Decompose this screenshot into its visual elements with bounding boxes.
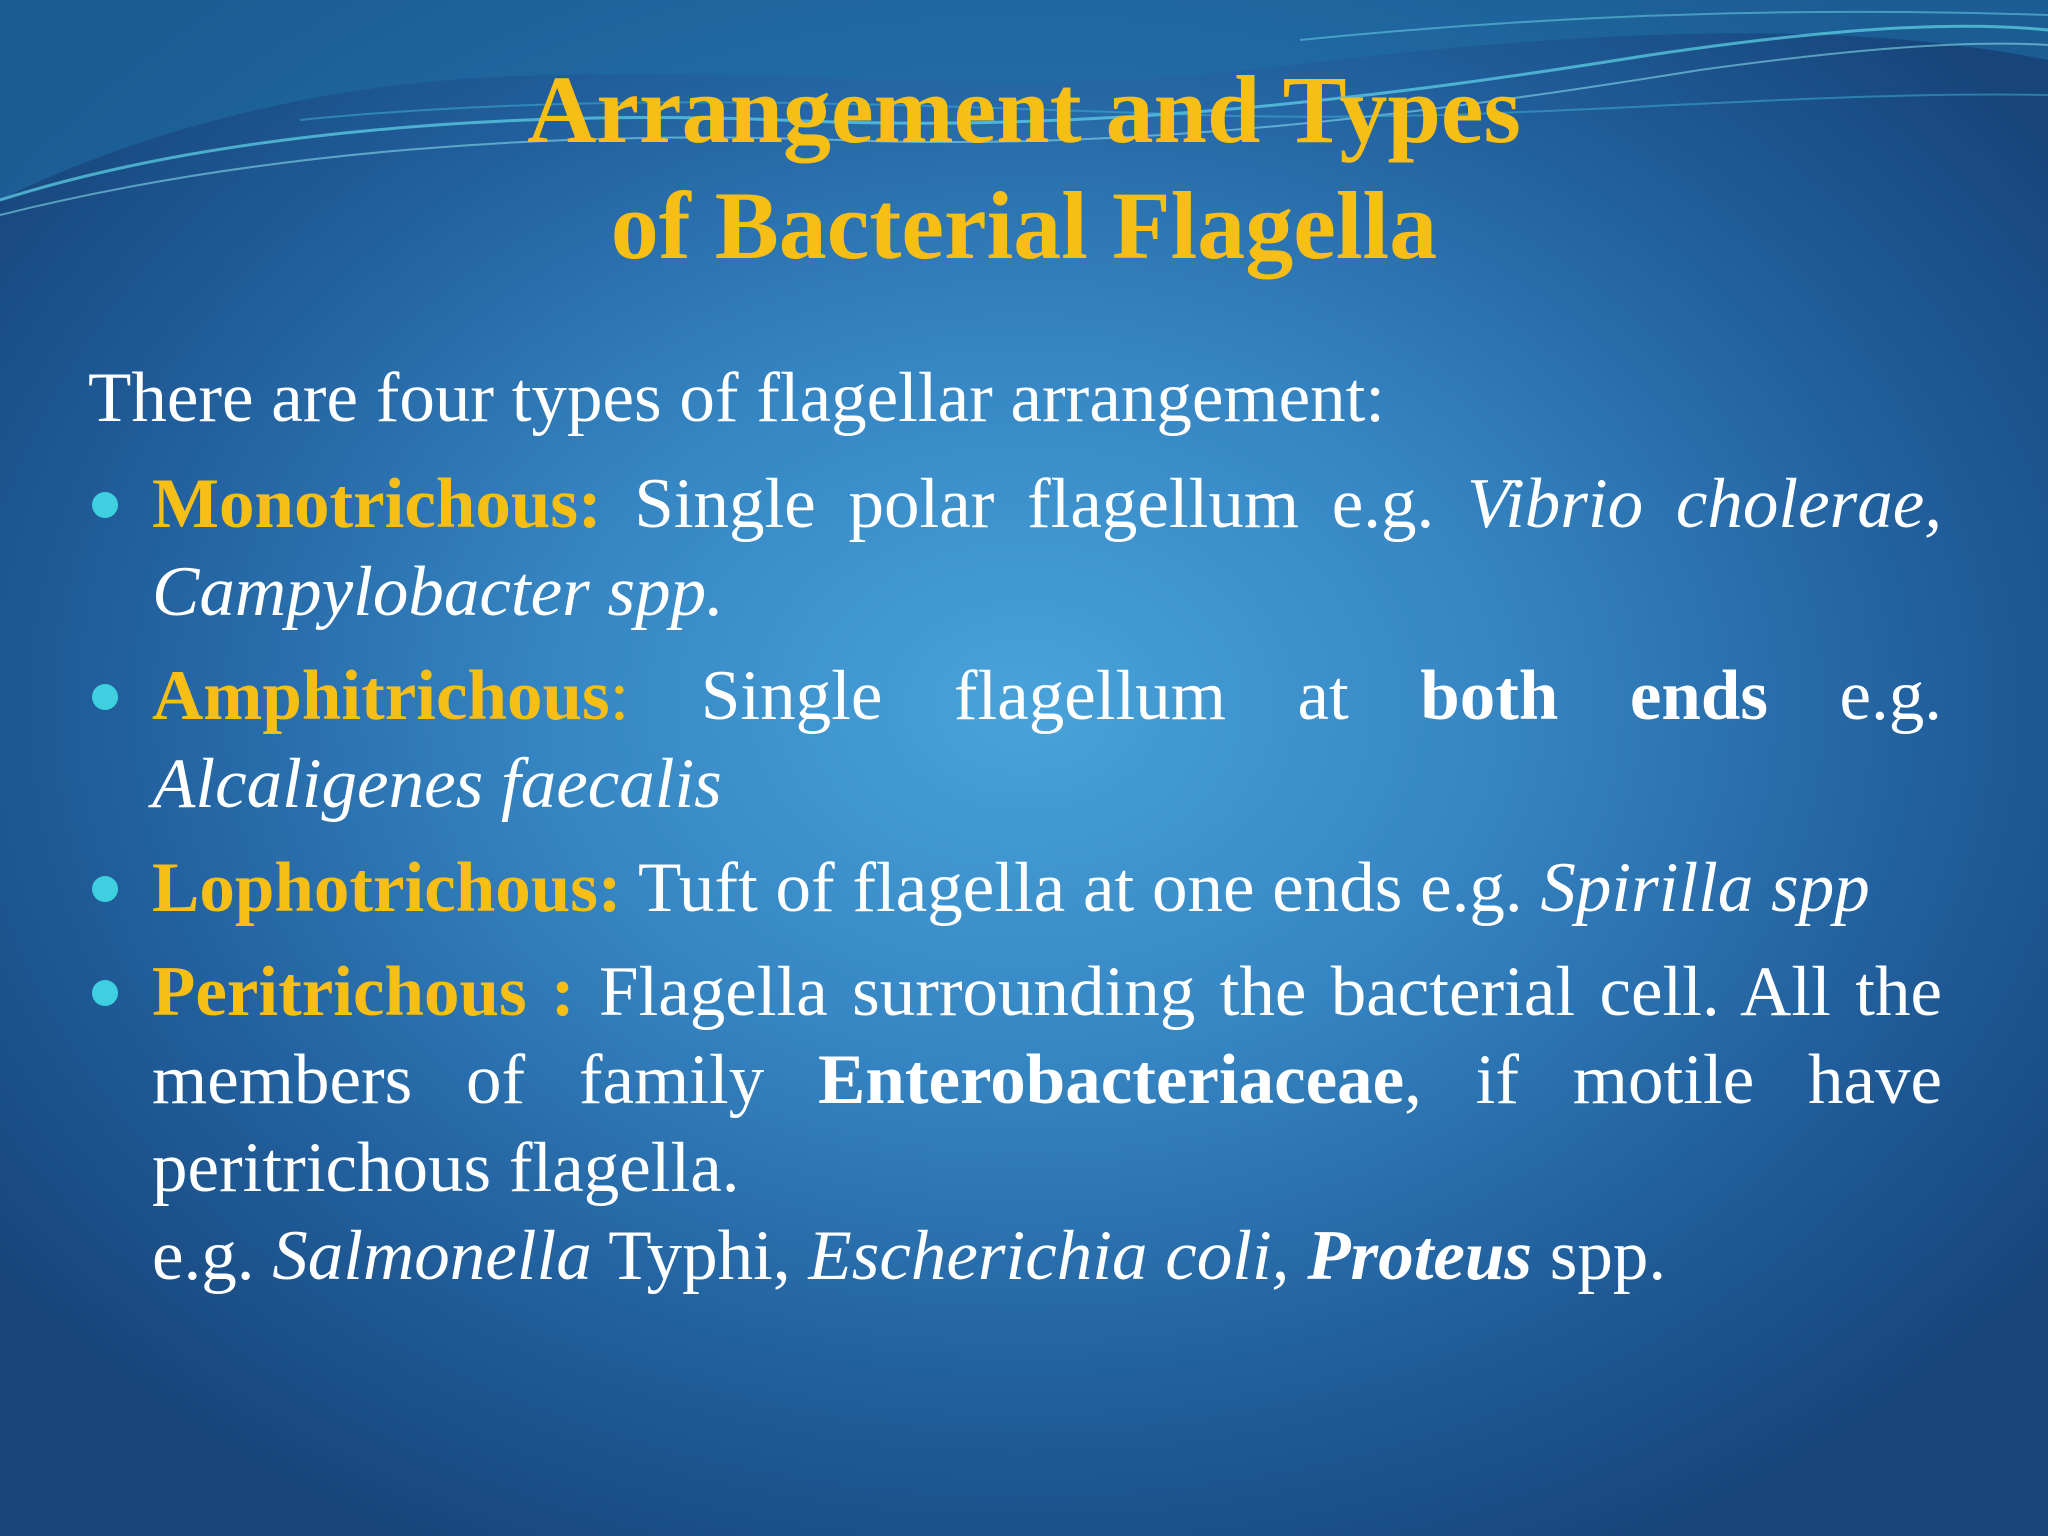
intro-text: There are four types of flagellar arrangement:: [88, 359, 1386, 437]
term-lophotrichous: Lophotrichous:: [152, 849, 622, 927]
desc-monotrichous: Single polar flagellum e.g.: [601, 465, 1467, 543]
example-amphitrichous: Alcaligenes faecalis: [152, 745, 722, 823]
desc2-peritrichous: , if motile have peritrichous flagella.: [152, 1041, 1942, 1207]
list-item-monotrichous: [88, 460, 1942, 636]
emph-enterobacteriaceae: Enterobacteriaceae: [818, 1041, 1405, 1119]
desc2-amphitrichous: e.g.: [1767, 657, 1943, 735]
flagella-types-list: [88, 460, 1942, 1300]
term-amphitrichous-colon: :: [609, 657, 630, 735]
example-salmonella: Salmonella: [272, 1217, 592, 1295]
term-peritrichous: Peritrichous :: [152, 953, 575, 1031]
desc-amphitrichous: Single flagellum at: [629, 657, 1421, 735]
circle-bullet-icon: [92, 876, 118, 902]
slide-body: [88, 352, 1942, 1300]
text-spp: spp.: [1532, 1217, 1667, 1295]
slide-title: [0, 52, 2048, 284]
example-lophotrichous: Spirilla spp: [1540, 849, 1870, 927]
list-item-peritrichous: [88, 948, 1942, 1300]
circle-bullet-icon: [92, 684, 118, 710]
desc-peritrichous: Flagella surrounding the bacterial cell. All the members of family: [152, 953, 1942, 1119]
example-proteus: Proteus: [1307, 1217, 1533, 1295]
circle-bullet-icon: [92, 492, 118, 518]
slide-title-line1: Arrangement and Types: [527, 56, 1521, 163]
example-escherichia: Escherichia coli,: [808, 1217, 1308, 1295]
desc-lophotrichous: Tuft of flagella at one ends e.g.: [621, 849, 1541, 927]
slide-title-line2: of Bacterial Flagella: [610, 172, 1438, 279]
emph-both-ends: both ends: [1420, 657, 1768, 735]
term-monotrichous: Monotrichous:: [152, 465, 602, 543]
list-item-lophotrichous: [88, 844, 1942, 932]
text-typhi: Typhi,: [591, 1217, 809, 1295]
circle-bullet-icon: [92, 980, 118, 1006]
example-monotrichous: Vibrio cholerae, Campylobacter spp.: [152, 465, 1942, 631]
list-item-amphitrichous: [88, 652, 1942, 828]
term-amphitrichous: Amphitrichous: [152, 657, 610, 735]
eg-peritrichous: e.g.: [152, 1217, 273, 1295]
